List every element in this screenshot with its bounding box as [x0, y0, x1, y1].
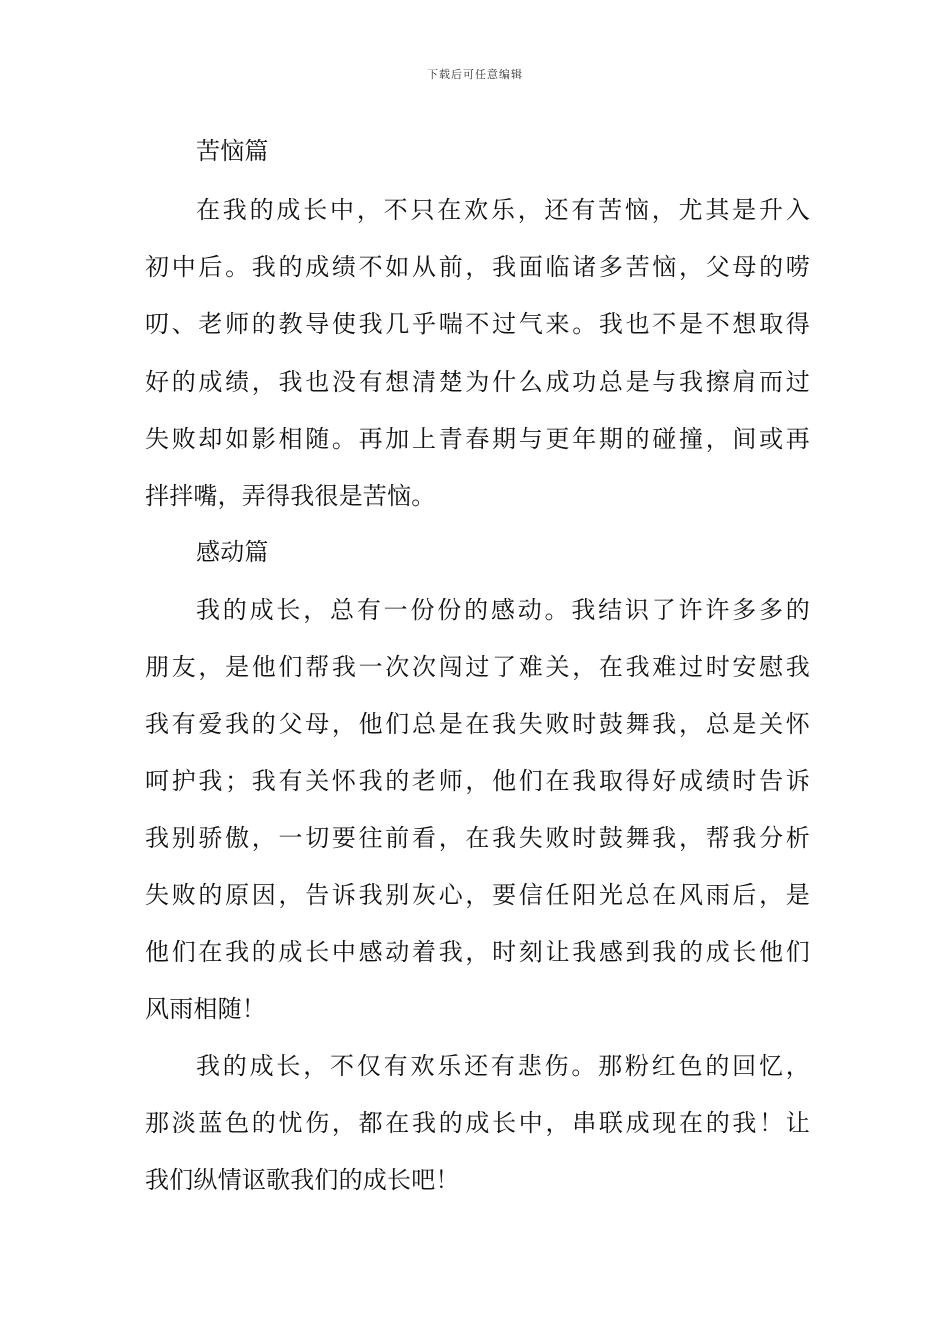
section-heading-troubles: 苦恼篇 — [196, 137, 269, 165]
section-heading-moved: 感动篇 — [196, 538, 269, 566]
paragraph-line: 我有爱我的父母，他们总是在我失败时鼓舞我，总是关怀 — [145, 710, 810, 738]
paragraph-line: 失败的原因，告诉我别灰心，要信任阳光总在风雨后，是 — [145, 881, 810, 909]
paragraph-line: 我的成长，不仅有欢乐还有悲伤。那粉红色的回忆， — [196, 1052, 810, 1080]
paragraph-line: 我们纵情讴歌我们的成长吧！ — [145, 1166, 460, 1194]
paragraph-line: 朋友，是他们帮我一次次闯过了难关，在我难过时安慰我 — [145, 653, 810, 681]
paragraph-line: 呵护我；我有关怀我的老师，他们在我取得好成绩时告诉 — [145, 767, 810, 795]
paragraph-line: 好的成绩，我也没有想清楚为什么成功总是与我擦肩而过 — [145, 368, 810, 396]
paragraph-line: 叨、老师的教导使我几乎喘不过气来。我也不是不想取得 — [145, 310, 810, 338]
paragraph-line: 我的成长，总有一份份的感动。我结识了许许多多的 — [196, 596, 810, 624]
paragraph-line: 在我的成长中，不只在欢乐，还有苦恼，尤其是升入 — [196, 196, 810, 224]
paragraph-line: 拌拌嘴，弄得我很是苦恼。 — [145, 482, 436, 510]
paragraph-line: 那淡蓝色的忧伤，都在我的成长中，串联成现在的我！让 — [145, 1109, 810, 1137]
paragraph-line: 风雨相随！ — [145, 995, 266, 1023]
header-note: 下载后可任意编辑 — [427, 68, 523, 81]
paragraph-line: 我别骄傲，一切要往前看，在我失败时鼓舞我，帮我分析 — [145, 824, 810, 852]
paragraph-line: 他们在我的成长中感动着我，时刻让我感到我的成长他们 — [145, 938, 810, 966]
paragraph-line: 失败却如影相随。再加上青春期与更年期的碰撞，间或再 — [145, 425, 810, 453]
paragraph-line: 初中后。我的成绩不如从前，我面临诸多苦恼，父母的唠 — [145, 253, 810, 281]
